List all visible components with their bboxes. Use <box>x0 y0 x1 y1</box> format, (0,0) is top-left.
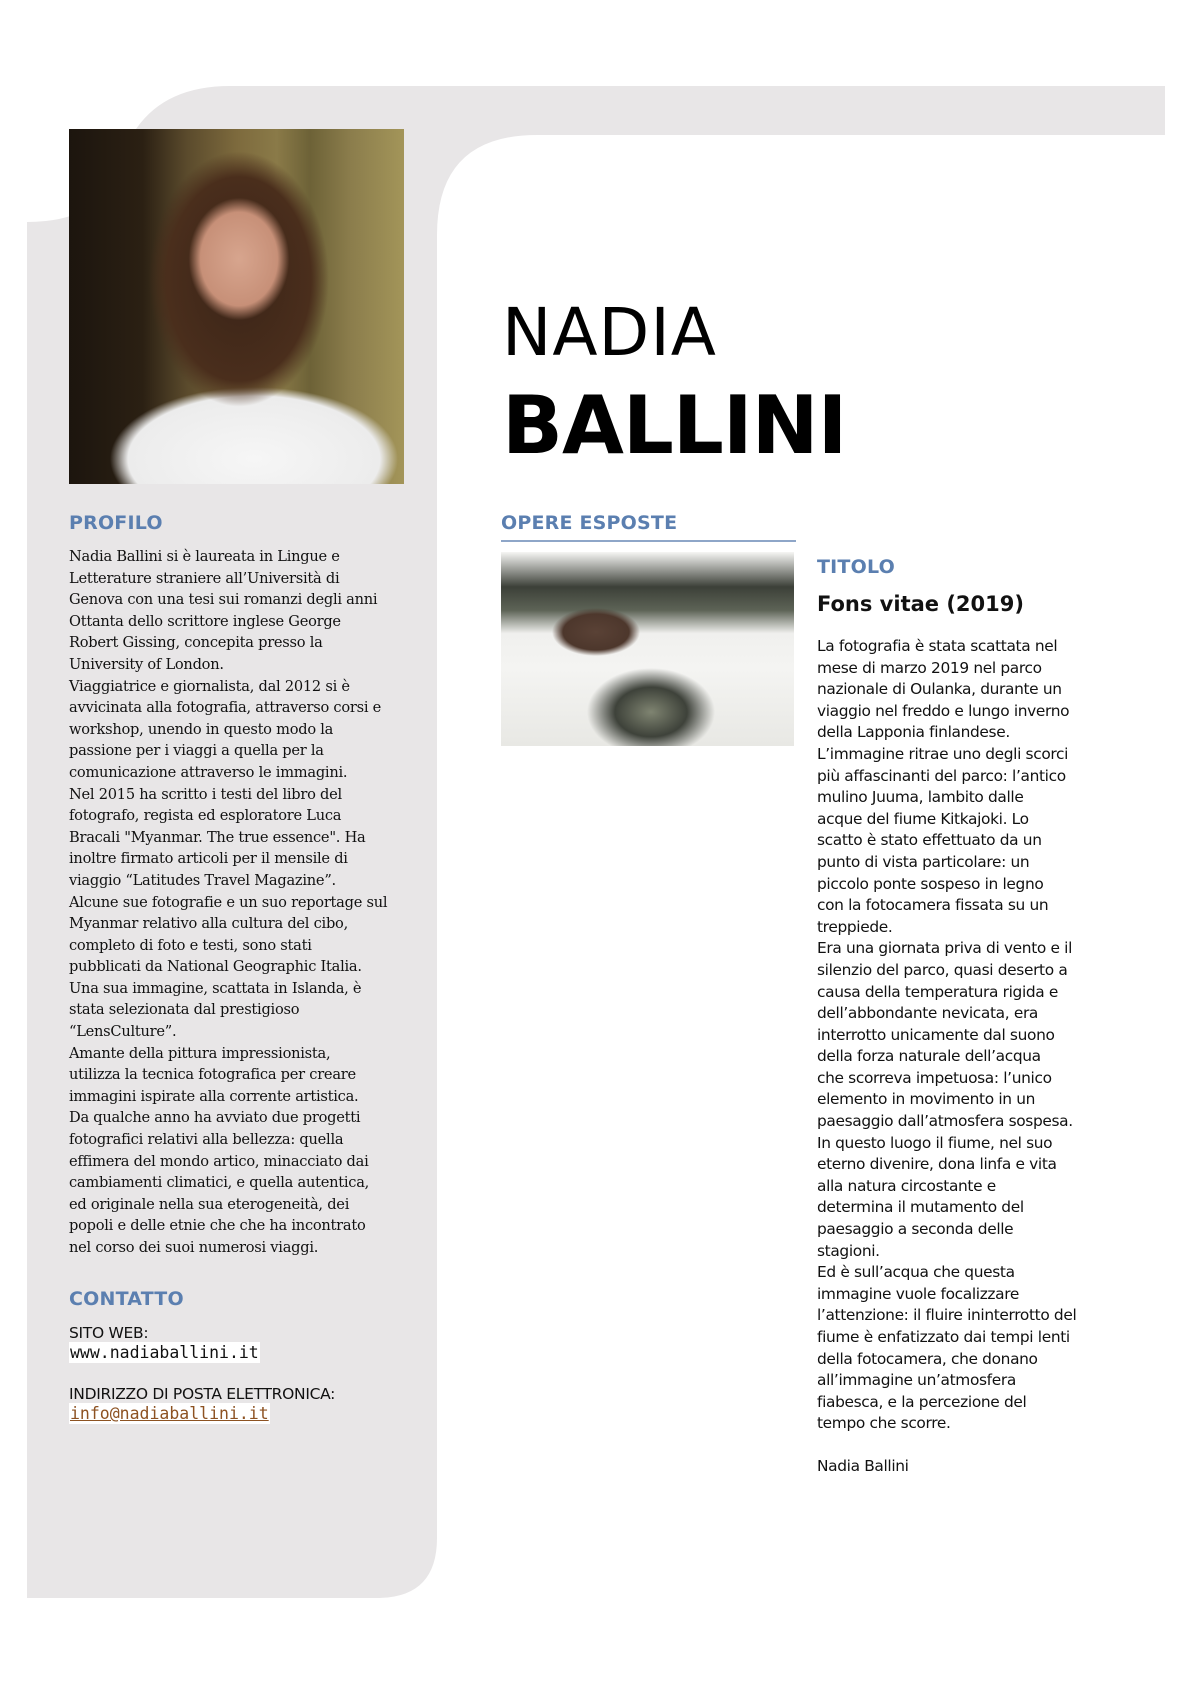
work-details <box>817 556 1147 1478</box>
name-block <box>502 294 847 472</box>
works-divider <box>501 540 796 542</box>
profile-section <box>69 512 414 1259</box>
contact-heading: CONTATTO <box>69 1288 184 1310</box>
works-header <box>501 512 796 542</box>
title-label: TITOLO <box>817 556 895 578</box>
first-name: NADIA <box>502 294 717 371</box>
work-title: Fons vitae (2019) <box>817 592 1024 616</box>
artwork-photo <box>501 552 794 746</box>
signature: Nadia Ballini <box>817 1456 909 1475</box>
contact-section <box>69 1288 414 1424</box>
profile-heading: PROFILO <box>69 512 163 534</box>
works-heading: OPERE ESPOSTE <box>501 512 678 534</box>
website-label: SITO WEB: <box>69 1324 149 1342</box>
last-name: BALLINI <box>502 379 847 472</box>
profile-text: Nadia Ballini si è laureata in Lingue e Letterature straniere all’Università di Genova con una tesi sui romanzi degli anni Ottanta dello scrittore inglese George Robert Gissing, concepita presso la University of London. Viaggiatrice e giornalista, dal 2012 si è avvicinata alla fotografia, attraverso corsi e workshop, unendo in questo modo la passione per i viaggi a quella per la comunicazione attraverso le immagini. Nel 2015 ha scritto i testi del libro del fotografo, regista ed esploratore Luca Bracali "Myanmar. The true essence". Ha inoltre firmato articoli per il mensile di viaggio “Latitudes Travel Magazine”. Alcune sue fotografie e un suo reportage sul Myanmar relativo alla cultura del cibo, completo di foto e testi, sono stati pubblicati da National Geographic Italia. Una sua immagine, scattata in Islanda, è stata selezionata dal prestigioso “LensCulture”. Amante della pittura impressionista, utilizza la tecnica fotografica per creare immagini ispirate alla corrente artistica. Da qualche anno ha avviato due progetti fotografici relativi alla bellezza: quella effimera del mondo artico, minacciato dai cambiamenti climatici, e quella autentica, ed originale nella sua eterogeneità, dei popoli e delle etnie che che ha incontrato nel corso dei suoi numerosi viaggi. <box>69 548 388 1256</box>
portrait-photo <box>69 129 404 484</box>
work-description: La fotografia è stata scattata nel mese di marzo 2019 nel parco nazionale di Oulanka, durante un viaggio nel freddo e lungo inverno della Lapponia finlandese. L’immagine ritrae uno degli scorci più affascinanti del parco: l’antico mulino Juuma, lambito dalle acque del fiume Kitkajoki. Lo scatto è stato effettuato da un punto di vista particolare: un piccolo ponte sospeso in legno con la fotocamera fissata su un treppiede. Era una giornata priva di vento e il silenzio del parco, quasi deserto a causa della temperatura rigida e dell’abbondante nevicata, era interrotto unicamente dal suono della forza naturale dell’acqua che scorreva impetuosa: l’unico elemento in movimento in un paesaggio dall’atmosfera sospesa. In questo luogo il fiume, nel suo eterno divenire, dona linfa e vita alla natura circostante e determina il mutamento del paesaggio a seconda delle stagioni. Ed è sull’acqua che questa immagine vuole focalizzare l’attenzione: il fluire ininterrotto del fiume è enfatizzato dai tempi lenti della fotocamera, che donano all’immagine un’atmosfera fiabesca, e la percezione del tempo che scorre. <box>817 637 1077 1433</box>
email-label: INDIRIZZO DI POSTA ELETTRONICA: <box>69 1385 336 1403</box>
website-link[interactable]: www.nadiaballini.it <box>70 1343 259 1362</box>
email-link[interactable]: info@nadiaballini.it <box>70 1404 269 1423</box>
